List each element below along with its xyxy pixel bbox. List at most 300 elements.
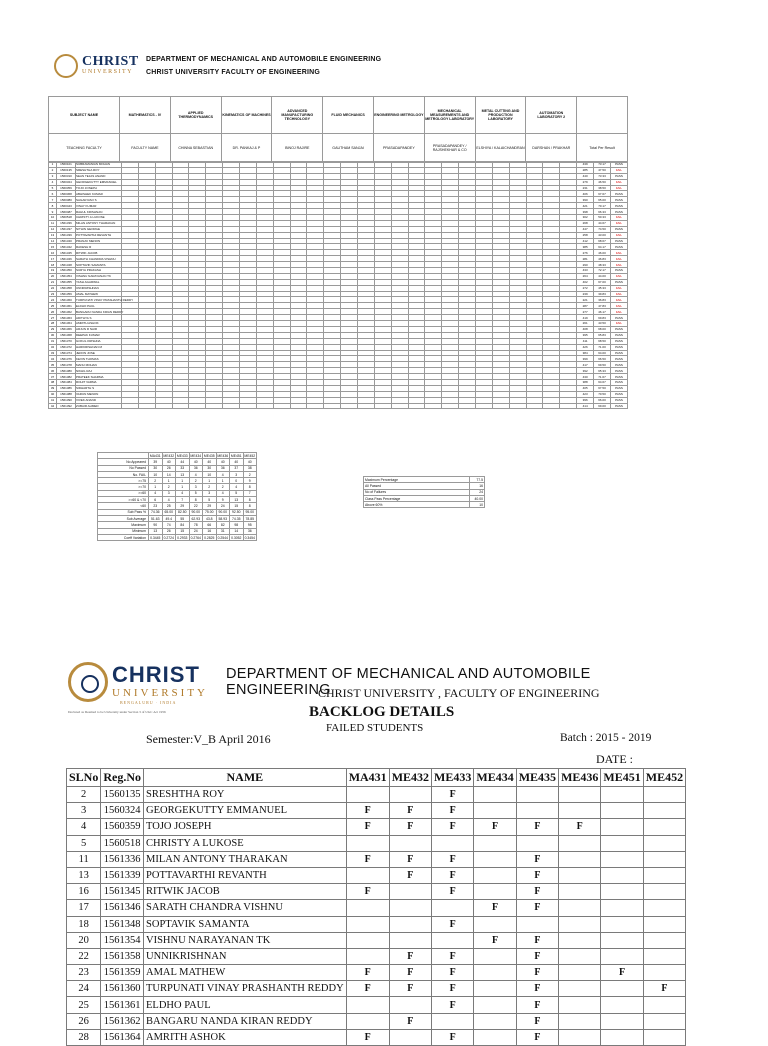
result-cell: FAIL <box>610 297 627 303</box>
reg-cell: 1560487 <box>57 209 76 215</box>
reg-cell: 1560518 <box>57 215 76 221</box>
backlog-reg-cell: 1560324 <box>101 803 144 819</box>
summary-value-cell: 43.8 <box>203 515 217 521</box>
summary-value-cell: 0.2933 <box>177 535 188 540</box>
percent-cell: 64.00 <box>594 350 611 356</box>
faculty-heading: CHRIST UNIVERSITY , FACULTY OF ENGINEERING <box>318 686 600 700</box>
logo-place: BENGALURU · INDIA <box>120 700 177 705</box>
backlog-reg-cell: 1561346 <box>101 900 144 916</box>
result-cell: PASS <box>610 362 627 368</box>
backlog-status-cell <box>643 900 685 916</box>
reg-cell: 1561376 <box>57 356 76 362</box>
backlog-name-cell: MILAN ANTONY THARAKAN <box>144 851 347 867</box>
marks-row <box>49 403 628 409</box>
backlog-status-cell <box>601 1013 643 1029</box>
sl-cell: 9 <box>49 209 57 215</box>
percent-cell: 72.17 <box>594 268 611 274</box>
name-cell: SUBRAMANIAN MOHAN <box>76 162 122 168</box>
backlog-status-cell <box>432 835 474 851</box>
percent-cell: 68.67 <box>594 238 611 244</box>
backlog-status-cell: F <box>389 965 431 981</box>
percent-cell: 70.50 <box>594 391 611 397</box>
reg-cell: 1561362 <box>57 309 76 315</box>
percent-cell: 44.00 <box>594 273 611 279</box>
backlog-status-cell: F <box>516 867 558 883</box>
stats-label-cell: Above 60% <box>364 502 470 508</box>
sl-cell: 26 <box>49 309 57 315</box>
percent-cell: 67.67 <box>594 191 611 197</box>
summary-value-cell: 13 <box>149 528 163 534</box>
backlog-status-cell <box>389 932 431 948</box>
percent-cell: 47.50 <box>594 167 611 173</box>
percent-cell: 50.33 <box>594 215 611 221</box>
name-cell: VARUN MENON <box>76 391 122 397</box>
summary-value-cell: 2 <box>162 484 176 490</box>
name-cell: MANU MOHAN <box>76 362 122 368</box>
backlog-column-header: ME433 <box>432 769 474 787</box>
summary-value-cell: 40 <box>230 459 244 465</box>
reg-cell: 1561336 <box>57 220 76 226</box>
backlog-status-cell: F <box>432 787 474 803</box>
backlog-status-cell: F <box>389 948 431 964</box>
backlog-status-cell: F <box>432 1029 474 1045</box>
name-cell: ABHISHEK KUMAR <box>76 191 122 197</box>
backlog-status-cell <box>346 900 389 916</box>
summary-value-cell: 22 <box>189 503 203 509</box>
backlog-status-cell <box>601 948 643 964</box>
faculty-cell: CHINNA SEBASTIAN <box>170 134 221 163</box>
sl-cell: 11 <box>49 220 57 226</box>
reg-cell: 1561339 <box>57 232 76 238</box>
summary-value-cell: 24 <box>189 528 203 534</box>
summary-header-cell: Total Per Result <box>577 134 628 163</box>
reg-cell: 1561368 <box>57 332 76 338</box>
sl-cell: 23 <box>49 291 57 297</box>
total-cell: 264 <box>577 273 594 279</box>
subject-header-cell: ADVANCED MANUFACTURING TECHNOLOGY <box>272 97 323 134</box>
sl-cell: 42 <box>49 403 57 409</box>
sl-cell: 16 <box>49 250 57 256</box>
backlog-name-cell: ELDHO PAUL <box>144 997 347 1013</box>
mark-cell <box>273 403 290 409</box>
backlog-status-cell <box>643 932 685 948</box>
summary-value-cell: 82.50 <box>176 509 190 515</box>
summary-value-cell: 4 <box>216 471 230 477</box>
backlog-status-cell: F <box>432 997 474 1013</box>
backlog-status-cell: F <box>432 981 474 997</box>
backlog-status-cell <box>559 916 601 932</box>
percent-cell: 47.83 <box>594 303 611 309</box>
reg-cell: 1561361 <box>57 303 76 309</box>
subject-header-cell: KINEMATICS OF MACHINES <box>221 97 272 134</box>
backlog-status-cell: F <box>346 965 389 981</box>
total-cell: 276 <box>577 250 594 256</box>
percent-cell: 39.83 <box>594 291 611 297</box>
reg-cell: 1561345 <box>57 250 76 256</box>
mark-cell <box>374 403 391 409</box>
name-cell: VISHNU NARAYANAN TK <box>76 273 122 279</box>
backlog-title: BACKLOG DETAILS <box>309 704 455 720</box>
sl-cell: 21 <box>49 279 57 285</box>
summary-value-cell: 4 <box>149 490 163 496</box>
name-cell: PRANAV MENON <box>76 238 122 244</box>
name-cell: ZUBAIR AHMED <box>76 403 122 409</box>
summary-label-cell: >=70 <box>98 484 149 490</box>
university-emblem-icon <box>68 662 108 702</box>
faculty-cell: BINOJ RAJIRE <box>272 134 323 163</box>
backlog-status-cell <box>346 867 389 883</box>
summary-value-cell: 24 <box>216 503 230 509</box>
backlog-sl-cell: 28 <box>67 1029 101 1045</box>
total-cell: 414 <box>577 403 594 409</box>
name-cell: SRESHTHA ROY <box>76 167 122 173</box>
result-cell: FAIL <box>610 185 627 191</box>
name-cell: SIDHARTH S <box>76 385 122 391</box>
name-cell: JEFFIN JOSE <box>76 350 122 356</box>
backlog-status-cell <box>643 884 685 900</box>
subject-header-cell: MECHANICAL MEASUREMENTS AND METROLOGY LABORATORY <box>424 97 475 134</box>
summary-spacer-cell <box>577 97 628 134</box>
name-cell: CHRISTY A LUKOSE <box>76 215 122 221</box>
result-cell: PASS <box>610 385 627 391</box>
total-cell: 390 <box>577 197 594 203</box>
backlog-status-cell <box>601 819 643 835</box>
result-cell: FAIL <box>610 309 627 315</box>
backlog-status-cell: F <box>346 819 389 835</box>
result-cell: PASS <box>610 326 627 332</box>
reg-cell: 1561380 <box>57 368 76 374</box>
name-cell: TOJO JOSEPH <box>76 185 122 191</box>
backlog-status-cell <box>346 835 389 851</box>
backlog-row <box>67 916 686 932</box>
summary-value-cell: 36 <box>243 528 257 534</box>
sl-cell: 40 <box>49 391 57 397</box>
reg-cell: 1561355 <box>57 279 76 285</box>
summary-value-cell: 40 <box>162 459 176 465</box>
mark-cell <box>341 403 358 409</box>
result-cell: PASS <box>610 379 627 385</box>
reg-cell: 1560135 <box>57 167 76 173</box>
total-cell: 406 <box>577 191 594 197</box>
reg-cell: 1561342 <box>57 244 76 250</box>
backlog-status-cell <box>474 867 516 883</box>
summary-value-cell: 8 <box>189 497 203 503</box>
backlog-status-cell <box>474 916 516 932</box>
backlog-status-cell <box>559 900 601 916</box>
backlog-status-cell <box>516 803 558 819</box>
backlog-sl-cell: 11 <box>67 851 101 867</box>
total-cell: 396 <box>577 397 594 403</box>
backlog-status-cell <box>601 997 643 1013</box>
faculty-cell: DARSHAN / PRAKHAR <box>526 134 577 163</box>
backlog-status-cell: F <box>346 851 389 867</box>
stats-value-cell: 77.5 <box>470 477 485 483</box>
sl-cell: 8 <box>49 203 57 209</box>
sl-cell: 12 <box>49 226 57 232</box>
summary-value-cell: 0.2544 <box>217 535 228 540</box>
summary-value-cell: 3 <box>189 484 203 490</box>
summary-row <box>98 534 257 540</box>
backlog-reg-cell: 1561360 <box>101 981 144 997</box>
backlog-row <box>67 997 686 1013</box>
backlog-row <box>67 884 686 900</box>
summary-value-cell: 7 <box>176 497 190 503</box>
backlog-row <box>67 965 686 981</box>
backlog-status-cell <box>389 900 431 916</box>
backlog-status-cell <box>559 932 601 948</box>
backlog-status-cell: F <box>389 981 431 997</box>
backlog-row <box>67 819 686 835</box>
backlog-column-header: ME436 <box>559 769 601 787</box>
summary-label-cell: No Appeared <box>98 459 149 465</box>
sl-cell: 39 <box>49 385 57 391</box>
backlog-status-cell <box>559 948 601 964</box>
name-cell: SOPTAVIK SAMANTA <box>76 262 122 268</box>
backlog-status-cell <box>474 948 516 964</box>
backlog-reg-cell: 1560359 <box>101 819 144 835</box>
summary-value-cell: 1 <box>162 478 176 484</box>
backlog-status-cell: F <box>559 819 601 835</box>
total-cell: 279 <box>577 179 594 185</box>
total-cell: 395 <box>577 332 594 338</box>
backlog-name-cell: UNNIKRISHNAN <box>144 948 347 964</box>
backlog-status-cell: F <box>432 851 474 867</box>
result-cell: PASS <box>610 374 627 380</box>
subject-code-cell: ME451 <box>230 453 242 458</box>
summary-value-cell: 16 <box>203 528 217 534</box>
backlog-reg-cell: 1561348 <box>101 916 144 932</box>
subject-summary-table <box>97 452 257 541</box>
result-cell: PASS <box>610 244 627 250</box>
backlog-status-cell <box>346 997 389 1013</box>
backlog-status-cell <box>559 1013 601 1029</box>
backlog-column-header: ME432 <box>389 769 431 787</box>
backlog-row <box>67 948 686 964</box>
sl-cell: 2 <box>49 167 57 173</box>
summary-value-cell: 8 <box>243 497 257 503</box>
summary-value-cell: 36 <box>189 465 203 471</box>
summary-value-cell: 1 <box>176 484 190 490</box>
total-cell: 411 <box>577 338 594 344</box>
reg-cell: 1561390 <box>57 397 76 403</box>
backlog-status-cell <box>643 1029 685 1045</box>
subject-header-cell: MATHEMATICS - IV <box>120 97 171 134</box>
reg-cell: 1561350 <box>57 268 76 274</box>
summary-value-cell: 40 <box>189 459 203 465</box>
backlog-name-cell: VISHNU NARAYANAN TK <box>144 932 347 948</box>
sl-cell: 41 <box>49 397 57 403</box>
summary-value-cell: 4 <box>189 471 203 477</box>
percent-cell: 64.17 <box>594 244 611 250</box>
mark-cell <box>526 403 543 409</box>
backlog-status-cell <box>643 787 685 803</box>
christ-university-logo <box>66 660 216 720</box>
sl-cell: 1 <box>49 162 57 168</box>
percent-cell: 46.17 <box>594 309 611 315</box>
result-cell: FAIL <box>610 220 627 226</box>
backlog-status-cell: F <box>346 1029 389 1045</box>
stats-label-cell: Class Pass Percentage <box>364 495 470 501</box>
backlog-row <box>67 787 686 803</box>
name-cell: TURPUNATI VINAY PRASHANTH REDDY <box>76 297 134 302</box>
backlog-status-cell: F <box>474 932 516 948</box>
backlog-status-cell <box>643 835 685 851</box>
backlog-status-cell <box>643 851 685 867</box>
percent-cell: 65.33 <box>594 368 611 374</box>
backlog-name-cell: SARATH CHANDRA VISHNU <box>144 900 347 916</box>
backlog-status-cell <box>601 787 643 803</box>
summary-value-cell: 95 <box>243 522 257 528</box>
backlog-reg-cell: 1561336 <box>101 851 144 867</box>
backlog-row <box>67 981 686 997</box>
sl-cell: 36 <box>49 368 57 374</box>
percent-cell: 48.33 <box>594 262 611 268</box>
backlog-row <box>67 1013 686 1029</box>
backlog-status-cell <box>559 867 601 883</box>
summary-value-cell: 40 <box>243 459 257 465</box>
backlog-reg-cell: 1560135 <box>101 787 144 803</box>
backlog-row <box>67 851 686 867</box>
total-cell: 417 <box>577 362 594 368</box>
name-cell: YASH AGARWAL <box>76 279 122 285</box>
summary-label-cell: Coeff Variation <box>98 534 149 540</box>
sl-cell: 29 <box>49 326 57 332</box>
percent-cell: 67.50 <box>594 385 611 391</box>
total-cell: 258 <box>577 232 594 238</box>
backlog-status-cell <box>474 835 516 851</box>
backlog-status-cell: F <box>474 900 516 916</box>
result-cell: PASS <box>610 397 627 403</box>
percent-cell: 71.67 <box>594 374 611 380</box>
summary-value-cell: 44 <box>176 459 190 465</box>
subject-code-cell: ME433 <box>176 453 188 458</box>
backlog-status-cell: F <box>516 932 558 948</box>
summary-value-cell: 2 <box>149 478 163 484</box>
sl-cell: 31 <box>49 338 57 344</box>
sl-cell: 13 <box>49 232 57 238</box>
backlog-status-cell <box>559 981 601 997</box>
summary-value-cell: 9 <box>243 478 257 484</box>
backlog-status-cell: F <box>389 819 431 835</box>
percent-cell: 65.00 <box>594 197 611 203</box>
backlog-status-cell <box>432 1013 474 1029</box>
summary-value-cell: 6 <box>149 497 163 503</box>
backlog-status-cell: F <box>601 965 643 981</box>
backlog-status-cell <box>601 867 643 883</box>
stats-label-cell: Maximum Percentage <box>364 477 470 483</box>
backlog-status-cell: F <box>389 803 431 819</box>
total-cell: 277 <box>577 309 594 315</box>
summary-label-cell: Maximum <box>98 522 149 528</box>
mark-cell <box>324 403 341 409</box>
mark-cell <box>425 403 442 409</box>
sl-cell: 22 <box>49 285 57 291</box>
backlog-status-cell: F <box>346 981 389 997</box>
summary-value-cell: 0.3454 <box>244 535 255 540</box>
result-cell: FAIL <box>610 179 627 185</box>
reg-cell: 1561360 <box>57 297 76 303</box>
backlog-sl-cell: 26 <box>67 1013 101 1029</box>
reg-cell: 1561372 <box>57 344 76 350</box>
summary-value-cell: 5 <box>230 490 244 496</box>
backlog-status-cell <box>389 1029 431 1045</box>
summary-value-cell: 26 <box>162 465 176 471</box>
result-cell: FAIL <box>610 303 627 309</box>
percent-cell: 66.00 <box>594 397 611 403</box>
backlog-reg-cell: 1561359 <box>101 965 144 981</box>
sl-cell: 27 <box>49 315 57 321</box>
summary-value-cell: 3 <box>203 490 217 496</box>
mark-cell <box>122 403 139 409</box>
name-cell: VIVEK ANAND <box>76 397 122 403</box>
sl-cell: 10 <box>49 215 57 221</box>
backlog-status-cell <box>559 884 601 900</box>
backlog-status-cell: F <box>432 916 474 932</box>
total-cell: 421 <box>577 203 594 209</box>
backlog-column-header: ME452 <box>643 769 685 787</box>
backlog-status-cell: F <box>432 819 474 835</box>
total-cell: 392 <box>577 368 594 374</box>
summary-value-cell: 40 <box>216 459 230 465</box>
mark-cell <box>307 403 324 409</box>
sl-cell: 18 <box>49 262 57 268</box>
summary-value-cell: 2 <box>216 484 230 490</box>
summary-value-cell: 5 <box>203 497 217 503</box>
backlog-status-cell <box>643 819 685 835</box>
percent-cell: 70.17 <box>594 203 611 209</box>
summary-value-cell: 98 <box>230 522 244 528</box>
marks-sheet <box>48 44 628 428</box>
backlog-status-cell <box>389 884 431 900</box>
sl-cell: 3 <box>49 173 57 179</box>
backlog-status-cell <box>601 835 643 851</box>
percent-cell: 68.00 <box>594 326 611 332</box>
backlog-row <box>67 932 686 948</box>
batch-label: Batch : 2015 - 2019 <box>560 732 652 744</box>
name-cell: RITWIK JACOB <box>76 250 122 256</box>
sl-cell: 4 <box>49 179 57 185</box>
sl-cell: 5 <box>49 185 57 191</box>
reg-cell: 1561340 <box>57 238 76 244</box>
backlog-reg-cell: 1561339 <box>101 867 144 883</box>
summary-value-cell: 30 <box>149 465 163 471</box>
backlog-status-cell: F <box>516 851 558 867</box>
percent-cell: 67.00 <box>594 279 611 285</box>
summary-value-cell: 78 <box>189 522 203 528</box>
reg-cell: 1561337 <box>57 226 76 232</box>
backlog-table <box>66 768 686 1046</box>
name-cell: RAKESH R <box>76 244 122 250</box>
summary-label-cell: Sub Pass % <box>98 509 149 515</box>
subject-code-cell: ME434 <box>190 453 202 458</box>
backlog-status-cell: F <box>516 1029 558 1045</box>
summary-value-cell: 65.00 <box>162 509 176 515</box>
subject-header-cell: APPLIED THERMODYNAMICS <box>170 97 221 134</box>
reg-cell: 1561354 <box>57 273 76 279</box>
result-cell: PASS <box>610 344 627 350</box>
sl-cell: 37 <box>49 374 57 380</box>
summary-label-cell: No Passed <box>98 465 149 471</box>
summary-value-cell: 9 <box>216 497 230 503</box>
backlog-header-row <box>67 769 686 787</box>
result-cell: FAIL <box>610 215 627 221</box>
percent-cell: 66.33 <box>594 209 611 215</box>
backlog-name-cell: TOJO JOSEPH <box>144 819 347 835</box>
backlog-sl-cell: 18 <box>67 916 101 932</box>
backlog-status-cell <box>643 1013 685 1029</box>
subject-header-cell: SUBJECT NAME <box>49 97 120 134</box>
total-cell: 281 <box>577 256 594 262</box>
